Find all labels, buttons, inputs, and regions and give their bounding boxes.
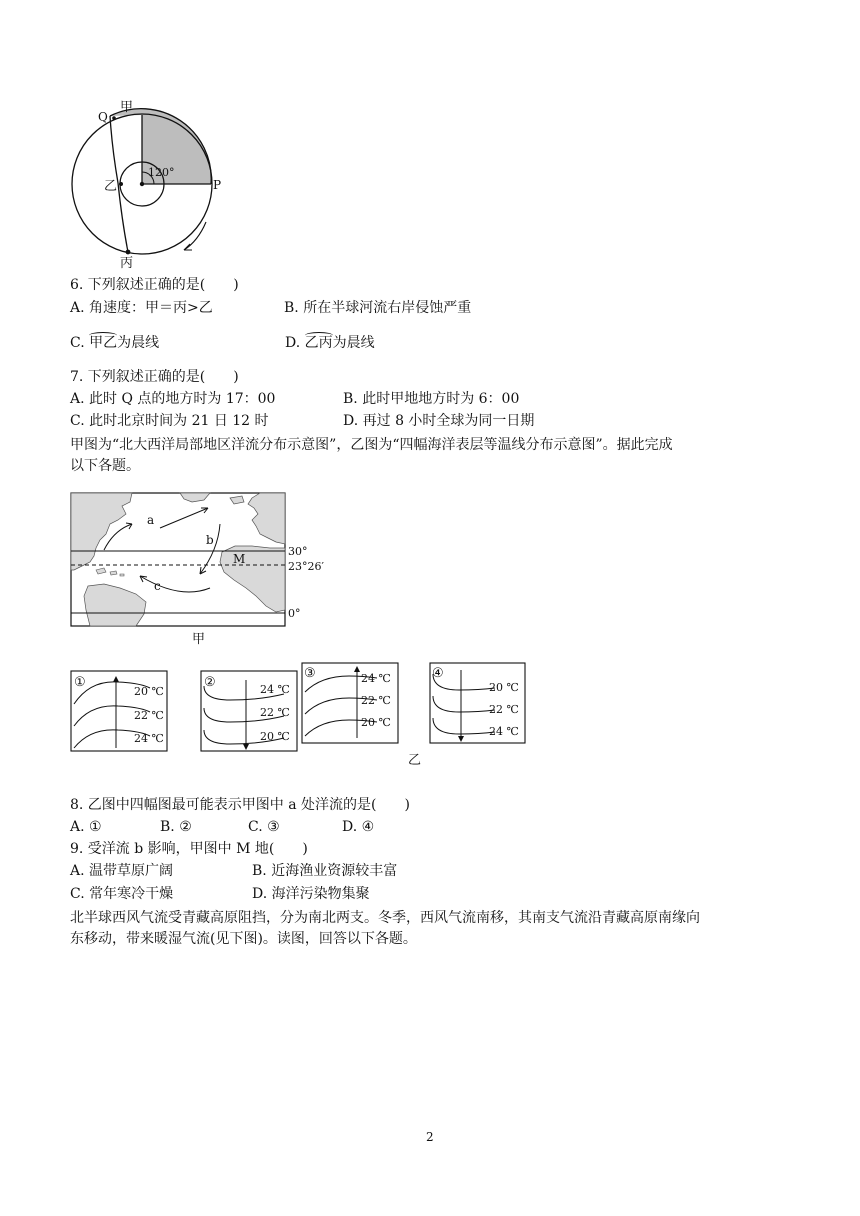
q6-option-c[interactable] xyxy=(70,334,159,352)
panel-1-temp-1: 20 ℃ xyxy=(134,685,164,698)
panel-4-temp-3: 24 ℃ xyxy=(489,725,519,738)
question-9-stem: 9. 受洋流 b 影响，甲图中 M 地( ) xyxy=(70,841,308,857)
q6-option-b[interactable]: B. 所在半球河流右岸侵蚀严重 xyxy=(284,300,472,316)
question-6-stem: 6. 下列叙述正确的是( ) xyxy=(70,277,239,293)
map-label-b: b xyxy=(206,533,214,547)
intro-ocean-currents-line1: 甲图为“北大西洋局部地区洋流分布示意图”，乙图为“四幅海洋表层等温线分布示意图”。据此完成 xyxy=(70,437,673,453)
q7-option-d[interactable]: D. 再过 8 小时全球为同一日期 xyxy=(343,413,535,429)
question-8-stem: 8. 乙图中四幅图最可能表示甲图中 a 处洋流的是( ) xyxy=(70,797,410,813)
map-label-c: c xyxy=(154,579,161,593)
q9-option-d[interactable]: D. 海洋污染物集聚 xyxy=(252,886,370,902)
q6-option-d[interactable] xyxy=(285,334,375,352)
panel-3-number: ③ xyxy=(304,666,316,681)
angle-label: 120° xyxy=(148,166,175,179)
q6-c-suffix: 为晨线 xyxy=(117,335,160,351)
q8-option-c[interactable]: C. ③ xyxy=(248,819,280,835)
q7-option-a[interactable]: A. 此时 Q 点的地方时为 17：00 xyxy=(70,391,276,407)
intro-westerlies-line2: 东移动，带来暖湿气流(见下图)。读图，回答以下各题。 xyxy=(70,931,417,947)
q9-option-c[interactable]: C. 常年寒冷干燥 xyxy=(70,886,174,902)
map-label-a: a xyxy=(147,513,155,527)
panel-2-temp-1: 24 ℃ xyxy=(260,683,290,696)
q7-option-b[interactable]: B. 此时甲地地方时为 6：00 xyxy=(343,391,520,407)
north-atlantic-currents-map xyxy=(70,490,324,648)
panel-3-temp-3: 20 ℃ xyxy=(361,716,391,729)
q8-option-b[interactable]: B. ② xyxy=(160,819,192,835)
isotherm-panel-2 xyxy=(200,670,300,754)
panel-4-number: ④ xyxy=(432,666,444,681)
panel-1-temp-3: 24 ℃ xyxy=(134,732,164,745)
q6-option-a[interactable]: A. 角速度：甲＝丙>乙 xyxy=(70,300,213,316)
label-q: Q xyxy=(98,110,108,124)
panel-1-number: ① xyxy=(74,675,86,690)
lat-label-2326: 23°26′ xyxy=(288,560,324,573)
panel-4-temp-2: 22 ℃ xyxy=(489,703,519,716)
map-label-m: M xyxy=(233,552,246,566)
isotherm-panel-3 xyxy=(301,662,401,746)
q8-option-a[interactable]: A. ① xyxy=(70,819,102,835)
q9-option-b[interactable]: B. 近海渔业资源较丰富 xyxy=(252,863,398,879)
intro-westerlies-line1: 北半球西风气流受青藏高原阻挡，分为南北两支。冬季，西风气流南移，其南支气流沿青藏高原南缘向 xyxy=(70,910,700,926)
question-7-stem: 7. 下列叙述正确的是( ) xyxy=(70,369,239,385)
page-number: 2 xyxy=(426,1130,434,1144)
q7-option-c[interactable]: C. 此时北京时间为 21 日 12 时 xyxy=(70,413,269,429)
panel-2-temp-3: 20 ℃ xyxy=(260,730,290,743)
label-yi: 乙 xyxy=(104,179,118,194)
intro-ocean-currents-line2: 以下各题。 xyxy=(70,458,140,474)
q8-option-d[interactable]: D. ④ xyxy=(342,819,375,835)
q9-option-a[interactable]: A. 温带草原广阔 xyxy=(70,863,174,879)
panel-3-temp-1: 24 ℃ xyxy=(361,672,391,685)
panel-3-temp-2: 22 ℃ xyxy=(361,694,391,707)
rotation-arrow xyxy=(184,222,206,250)
label-jia: 甲 xyxy=(120,100,134,115)
q6-c-arc-text: 甲乙 xyxy=(89,334,117,352)
lat-label-0: 0° xyxy=(288,607,301,620)
panel-4-temp-1: 20 ℃ xyxy=(489,681,519,694)
panels-caption: 乙 xyxy=(408,753,422,768)
isotherm-panel-4 xyxy=(429,662,529,746)
map-caption: 甲 xyxy=(192,632,206,647)
lat-label-30: 30° xyxy=(288,545,308,558)
polar-view-figure xyxy=(60,96,230,271)
q6-d-arc-text: 乙丙 xyxy=(305,334,333,352)
panel-2-temp-2: 22 ℃ xyxy=(260,706,290,719)
panel-2-number: ② xyxy=(204,675,216,690)
q6-d-prefix: D. xyxy=(285,335,305,351)
label-p: P xyxy=(213,178,222,192)
isotherm-panel-1 xyxy=(70,670,170,754)
q6-d-suffix: 为晨线 xyxy=(332,335,375,351)
label-bing: 丙 xyxy=(120,256,134,271)
q6-c-prefix: C. xyxy=(70,335,90,351)
panel-1-temp-2: 22 ℃ xyxy=(134,709,164,722)
